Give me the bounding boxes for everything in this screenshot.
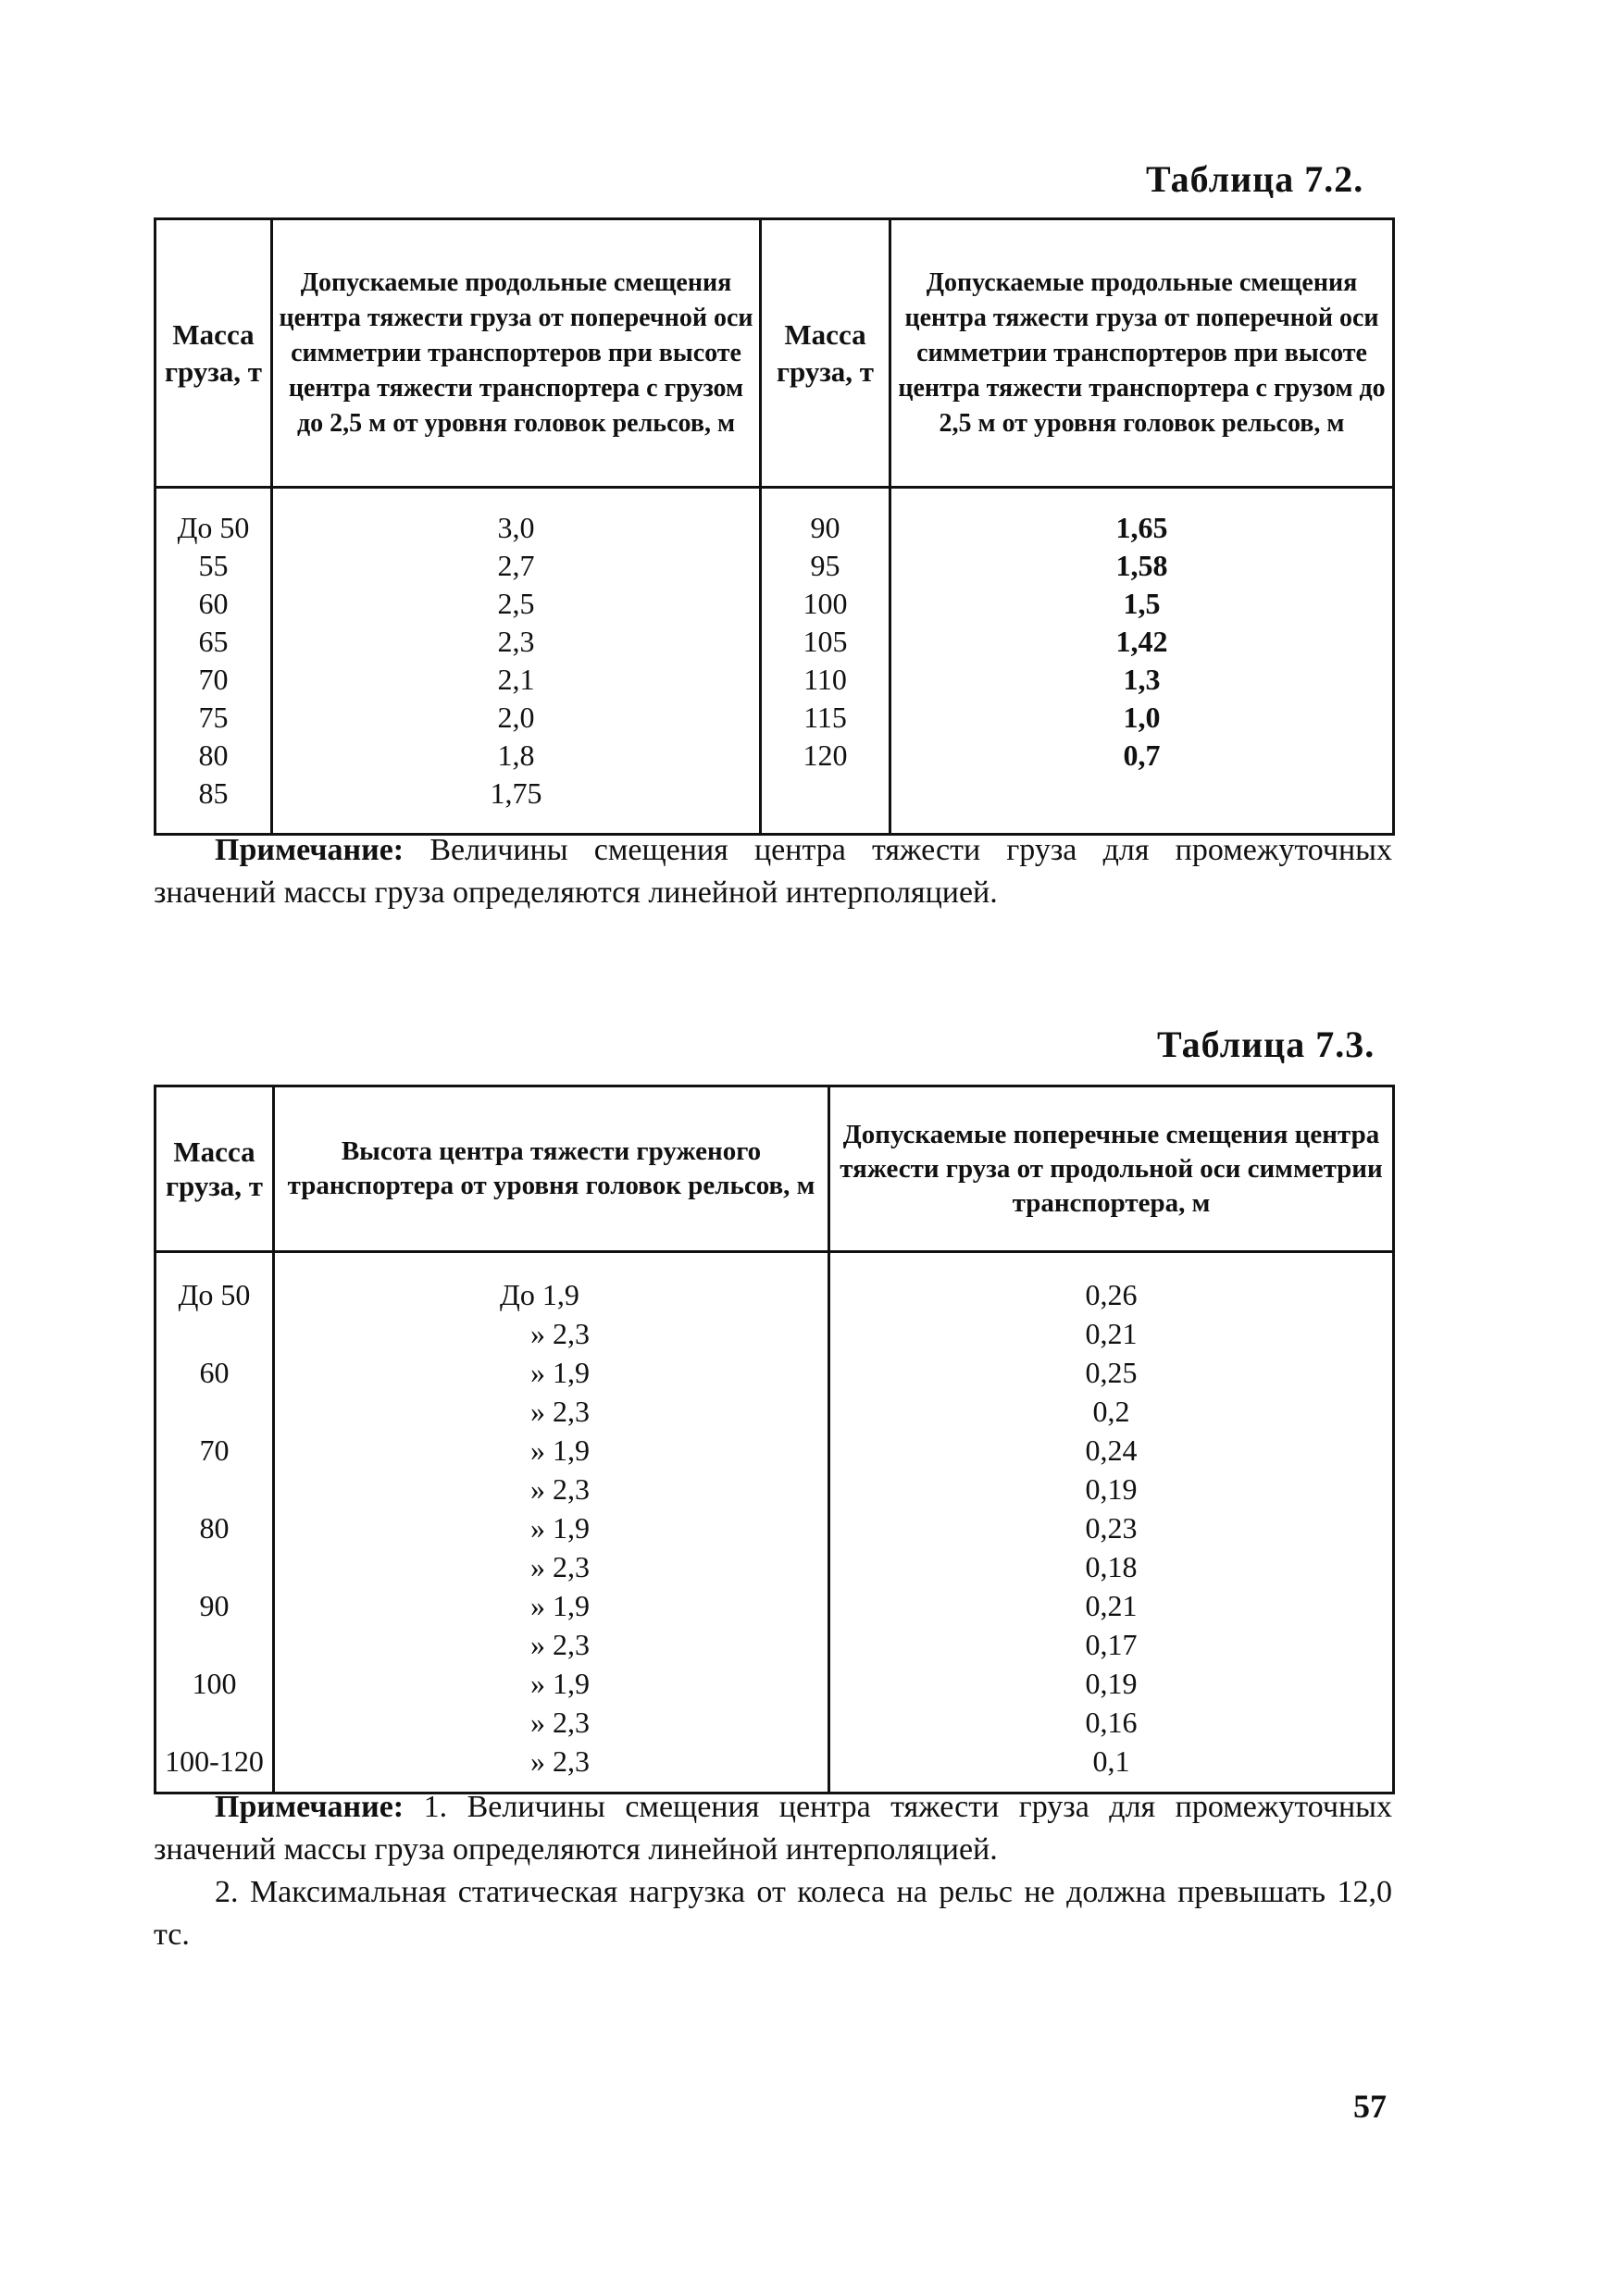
cell: 0,26 — [1085, 1278, 1138, 1311]
page-number: 57 — [1353, 2088, 1387, 2125]
cell: До 50 — [178, 1278, 251, 1311]
header-offset: Допускаемые поперечные смещения центра тяжести груза от продольной оси симметрии транспортера, м — [829, 1086, 1394, 1252]
cell: 0,18 — [1085, 1550, 1138, 1583]
cell: 0,23 — [1085, 1511, 1138, 1545]
cell: 1,65 — [1115, 511, 1168, 544]
cell: » 1,9 — [530, 1511, 590, 1545]
cell: 85 — [198, 776, 229, 810]
cell: 0,25 — [1085, 1356, 1138, 1389]
cell: 55 — [198, 549, 229, 582]
cell: 1,75 — [490, 776, 542, 810]
cell: 0,19 — [1085, 1667, 1138, 1700]
cell: 2,0 — [497, 701, 535, 734]
note-item-2: 2. Максимальная статическая нагрузка от колеса на рельс не должна превышать 12,0 тс. — [154, 1875, 1392, 1952]
cell: 120 — [803, 738, 848, 772]
cell: 2,5 — [497, 587, 535, 620]
column-mass — [156, 1252, 274, 1793]
cell: » 2,3 — [530, 1395, 590, 1428]
cell: 105 — [803, 625, 848, 658]
header-height: Высота центра тяжести груженого транспортера от уровня головок рельсов, м — [274, 1086, 829, 1252]
header-offset-left: Допускаемые продольные смещения центра тяжести груза от поперечной оси симметрии транспортеров при высоте центра тяжести транспортера с грузом до 2,5 м от уровня головок рельсов, м — [272, 219, 761, 488]
table-7-3 — [154, 1085, 1395, 1794]
column-height — [274, 1252, 829, 1793]
table-7-3-note — [154, 1786, 1392, 1956]
cell: 3,0 — [497, 511, 535, 544]
cell: 90 — [199, 1589, 230, 1622]
cell: 100 — [803, 587, 848, 620]
cell: » 2,3 — [530, 1550, 590, 1583]
cell: 0,2 — [1092, 1395, 1130, 1428]
cell: » 1,9 — [530, 1433, 590, 1467]
cell: 60 — [199, 1356, 230, 1389]
cell: До 1,9 — [500, 1278, 579, 1311]
cell: 0,21 — [1085, 1589, 1138, 1622]
header-mass-left: Масса груза, т — [156, 219, 272, 488]
cell: 1,8 — [497, 738, 535, 772]
column-offset-right — [890, 488, 1394, 835]
note-label: Примечание: — [215, 833, 404, 867]
cell: 0,19 — [1085, 1472, 1138, 1506]
cell: 1,0 — [1123, 701, 1161, 734]
column-offset-left — [272, 488, 761, 835]
table-7-2 — [154, 217, 1395, 836]
cell: 100-120 — [165, 1744, 264, 1778]
column-mass-left — [156, 488, 272, 835]
column-offset — [829, 1252, 1394, 1793]
header-mass-right: Масса груза, т — [761, 219, 890, 488]
cell: 1,3 — [1123, 663, 1161, 696]
cell: 1,5 — [1123, 587, 1161, 620]
note-label: Примечание: — [215, 1790, 404, 1824]
cell: 2,7 — [497, 549, 535, 582]
header-offset-right: Допускаемые продольные смещения центра тяжести груза от поперечной оси симметрии транспортеров при высоте центра тяжести транспортера с грузом до 2,5 м от уровня головок рельсов, м — [890, 219, 1394, 488]
cell: » 2,3 — [530, 1744, 590, 1778]
cell: 2,3 — [497, 625, 535, 658]
header-mass: Масса груза, т — [156, 1086, 274, 1252]
cell: 80 — [199, 1511, 230, 1545]
cell: 70 — [199, 1433, 230, 1467]
cell: 1,58 — [1115, 549, 1168, 582]
cell: » 2,3 — [530, 1628, 590, 1661]
cell: 90 — [810, 511, 840, 544]
cell: 70 — [198, 663, 229, 696]
cell: 75 — [198, 701, 229, 734]
cell: 2,1 — [497, 663, 535, 696]
cell: » 1,9 — [530, 1356, 590, 1389]
cell: » 1,9 — [530, 1667, 590, 1700]
cell: 80 — [198, 738, 229, 772]
cell: 60 — [198, 587, 229, 620]
cell: » 2,3 — [530, 1706, 590, 1739]
table-7-2-note — [154, 829, 1392, 914]
cell: 95 — [810, 549, 840, 582]
table-7-2-title: Таблица 7.2. — [1146, 158, 1364, 200]
cell: 0,21 — [1085, 1317, 1138, 1350]
cell: 0,7 — [1123, 738, 1161, 772]
cell: До 50 — [177, 511, 250, 544]
cell: 0,16 — [1085, 1706, 1138, 1739]
cell: 1,42 — [1115, 625, 1168, 658]
column-mass-right — [761, 488, 890, 835]
cell: 0,17 — [1085, 1628, 1138, 1661]
cell: » 2,3 — [530, 1472, 590, 1506]
cell: 0,1 — [1092, 1744, 1130, 1778]
cell: » 1,9 — [530, 1589, 590, 1622]
cell: 110 — [803, 663, 847, 696]
table-7-3-title: Таблица 7.3. — [1157, 1024, 1375, 1065]
note-item-1: 1. Величины смещения центра тяжести груза для промежуточных значений массы груза определяются линейной интерполяцией. — [154, 1790, 1392, 1867]
cell: 65 — [198, 625, 229, 658]
cell: » 2,3 — [530, 1317, 590, 1350]
cell: 100 — [192, 1667, 237, 1700]
cell: 0,24 — [1085, 1433, 1138, 1467]
cell: 115 — [803, 701, 847, 734]
note-text: Величины смещения центра тяжести груза для промежуточных значений массы груза определяются линейной интерполяцией. — [154, 833, 1392, 910]
